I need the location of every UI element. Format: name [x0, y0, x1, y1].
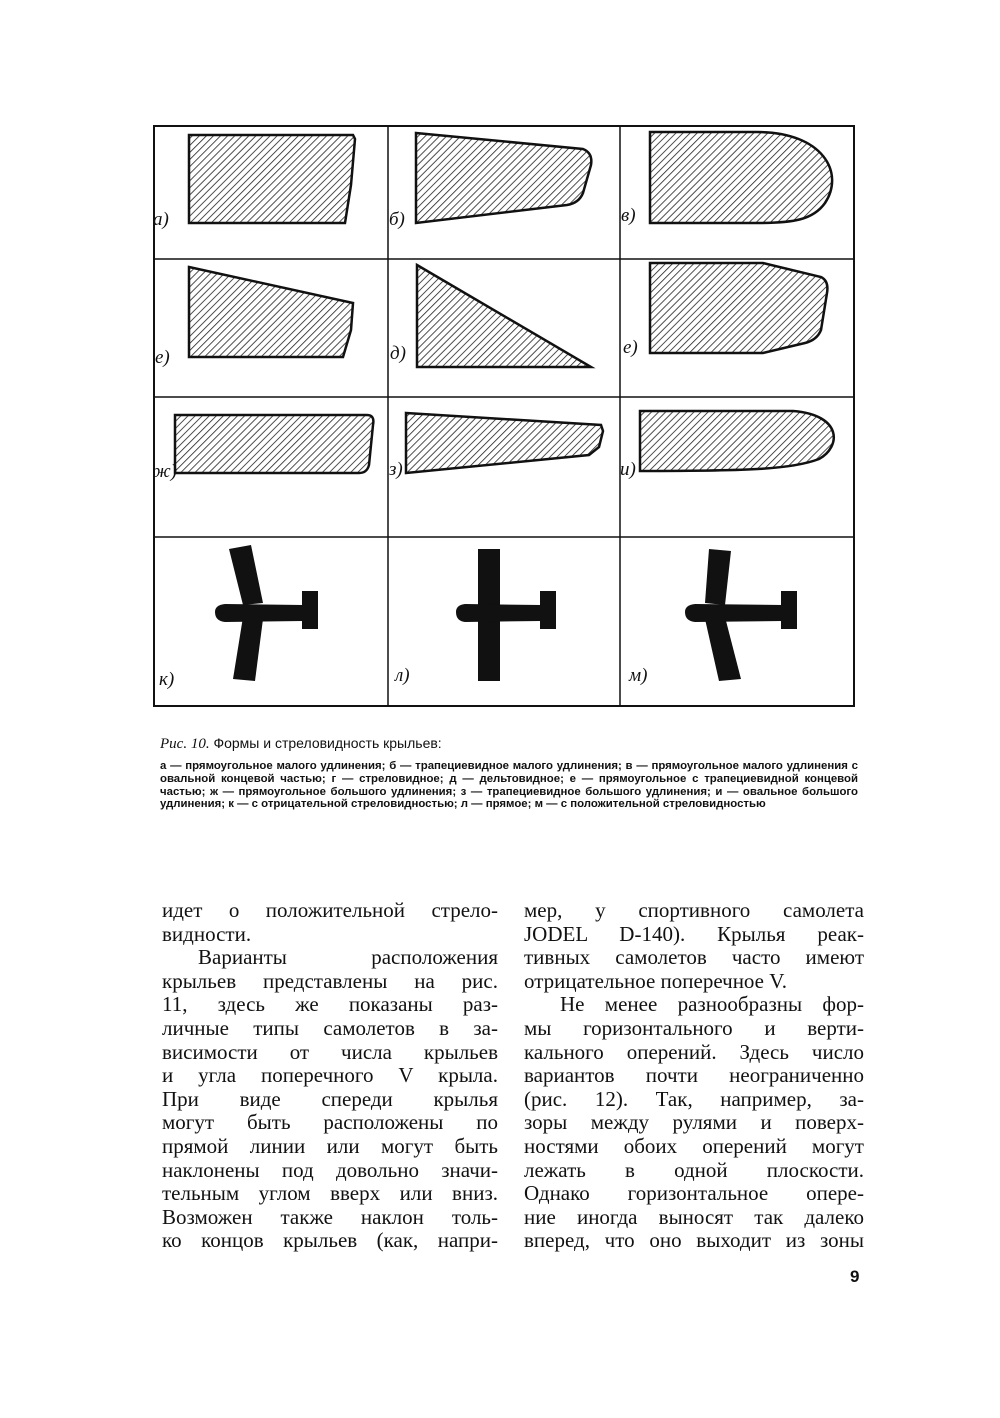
body-line: мер, у спортивного самолета [524, 898, 864, 922]
body-line: ко концов крыльев (как, напри- [162, 1228, 498, 1253]
label-z: з) [389, 459, 403, 480]
label-a: а) [153, 209, 169, 230]
wing-oval-high-aspect [640, 411, 834, 471]
body-line: отрицательное поперечное V. [524, 968, 787, 993]
body-line: Не менее разнообразны фор- [560, 992, 864, 1017]
body-line: видности. [162, 921, 252, 946]
body-line: Варианты расположения [198, 945, 498, 970]
body-line: ностями обоих оперений могут [524, 1133, 864, 1158]
wing-shapes-diagram [153, 125, 855, 707]
body-line: и угла поперечного V крыла. [162, 1063, 498, 1088]
body-line: (рис. 12). Так, например, за- [524, 1086, 864, 1111]
body-line: JODEL D-140). Крылья реак- [524, 921, 864, 946]
body-line: Однако горизонтальное опере- [524, 1181, 864, 1206]
body-line: крыльев представлены на рис. [162, 968, 498, 993]
body-line: зоры между рулями и поверх- [524, 1110, 864, 1135]
wing-shapes-figure [153, 125, 855, 707]
label-i: и) [620, 459, 636, 480]
text-column-right [524, 899, 864, 1253]
wing-rectangular-trapezoidal-tip [650, 263, 827, 353]
text-column-left [162, 899, 498, 1253]
caption-title [160, 735, 858, 753]
body-line: тивных самолетов часто имеют [524, 945, 864, 970]
label-b: б) [389, 209, 405, 230]
body-line: могут быть расположены по [162, 1110, 498, 1135]
wing-delta [417, 265, 591, 367]
label-k: к) [159, 669, 175, 690]
aircraft-negative-sweep [215, 545, 318, 681]
body-line: наклонены под довольно значи- [162, 1157, 498, 1182]
label-l: л) [395, 665, 410, 686]
wing-trapezoidal-high-aspect [406, 413, 603, 473]
caption-body: а — прямоугольное малого удлинения; б — трапециевидное малого удлинения; в — прямоугольное малого удлинения с овальной концевой частью; г — стреловидное; д — дельтовидное; е — прямоугольное с трапециевидной концевой частью; ж — прямоугольное большого удлинения; з — трапециевидное большого удлинения; и — овальное большого удлинения; к — с отрицательной стреловидностью; л — прямое; м — с положительной стреловидностью [160, 760, 858, 811]
wing-rectangular-oval-tip [650, 132, 832, 223]
body-line: мы горизонтального и верти- [524, 1015, 864, 1040]
body-line: вперед, что оно выходит из зоны [524, 1228, 864, 1253]
body-line: 11, здесь же показаны раз- [162, 992, 498, 1017]
body-line: ние иногда выносят так далеко [524, 1204, 864, 1229]
figure-caption [160, 735, 858, 811]
body-line: прямой линии или могут быть [162, 1133, 498, 1158]
label-e: е) [623, 337, 638, 358]
page-number: 9 [850, 1267, 860, 1286]
wing-rectangular-low-aspect [189, 135, 355, 223]
aircraft-straight-wing [456, 549, 556, 681]
body-line: При виде спереди крылья [162, 1086, 498, 1111]
caption-title-text: Формы и стреловидность крыльев: [213, 735, 442, 751]
body-line: лежать в одной плоскости. [524, 1157, 864, 1182]
wing-rectangular-high-aspect [175, 415, 373, 473]
wing-swept [189, 267, 353, 357]
body-line: тельным углом вверх или вниз. [162, 1181, 498, 1206]
label-d: д) [390, 343, 406, 364]
label-zh: ж) [153, 461, 178, 482]
label-m: м) [629, 665, 648, 686]
aircraft-positive-sweep [685, 549, 797, 681]
body-line: кального оперений. Здесь число [524, 1039, 864, 1064]
wing-trapezoidal-low-aspect [416, 133, 591, 223]
body-line: вариантов почти неограниченно [524, 1063, 864, 1088]
label-v: в) [621, 205, 636, 226]
label-g: е) [155, 347, 170, 368]
body-line: Возможен также наклон толь- [162, 1204, 498, 1229]
body-line: личные типы самолетов в за- [162, 1015, 498, 1040]
body-line: идет о положительной стрело- [162, 898, 498, 922]
body-line: висимости от числа крыльев [162, 1039, 498, 1064]
caption-fig-number: Рис. 10. [160, 736, 210, 752]
